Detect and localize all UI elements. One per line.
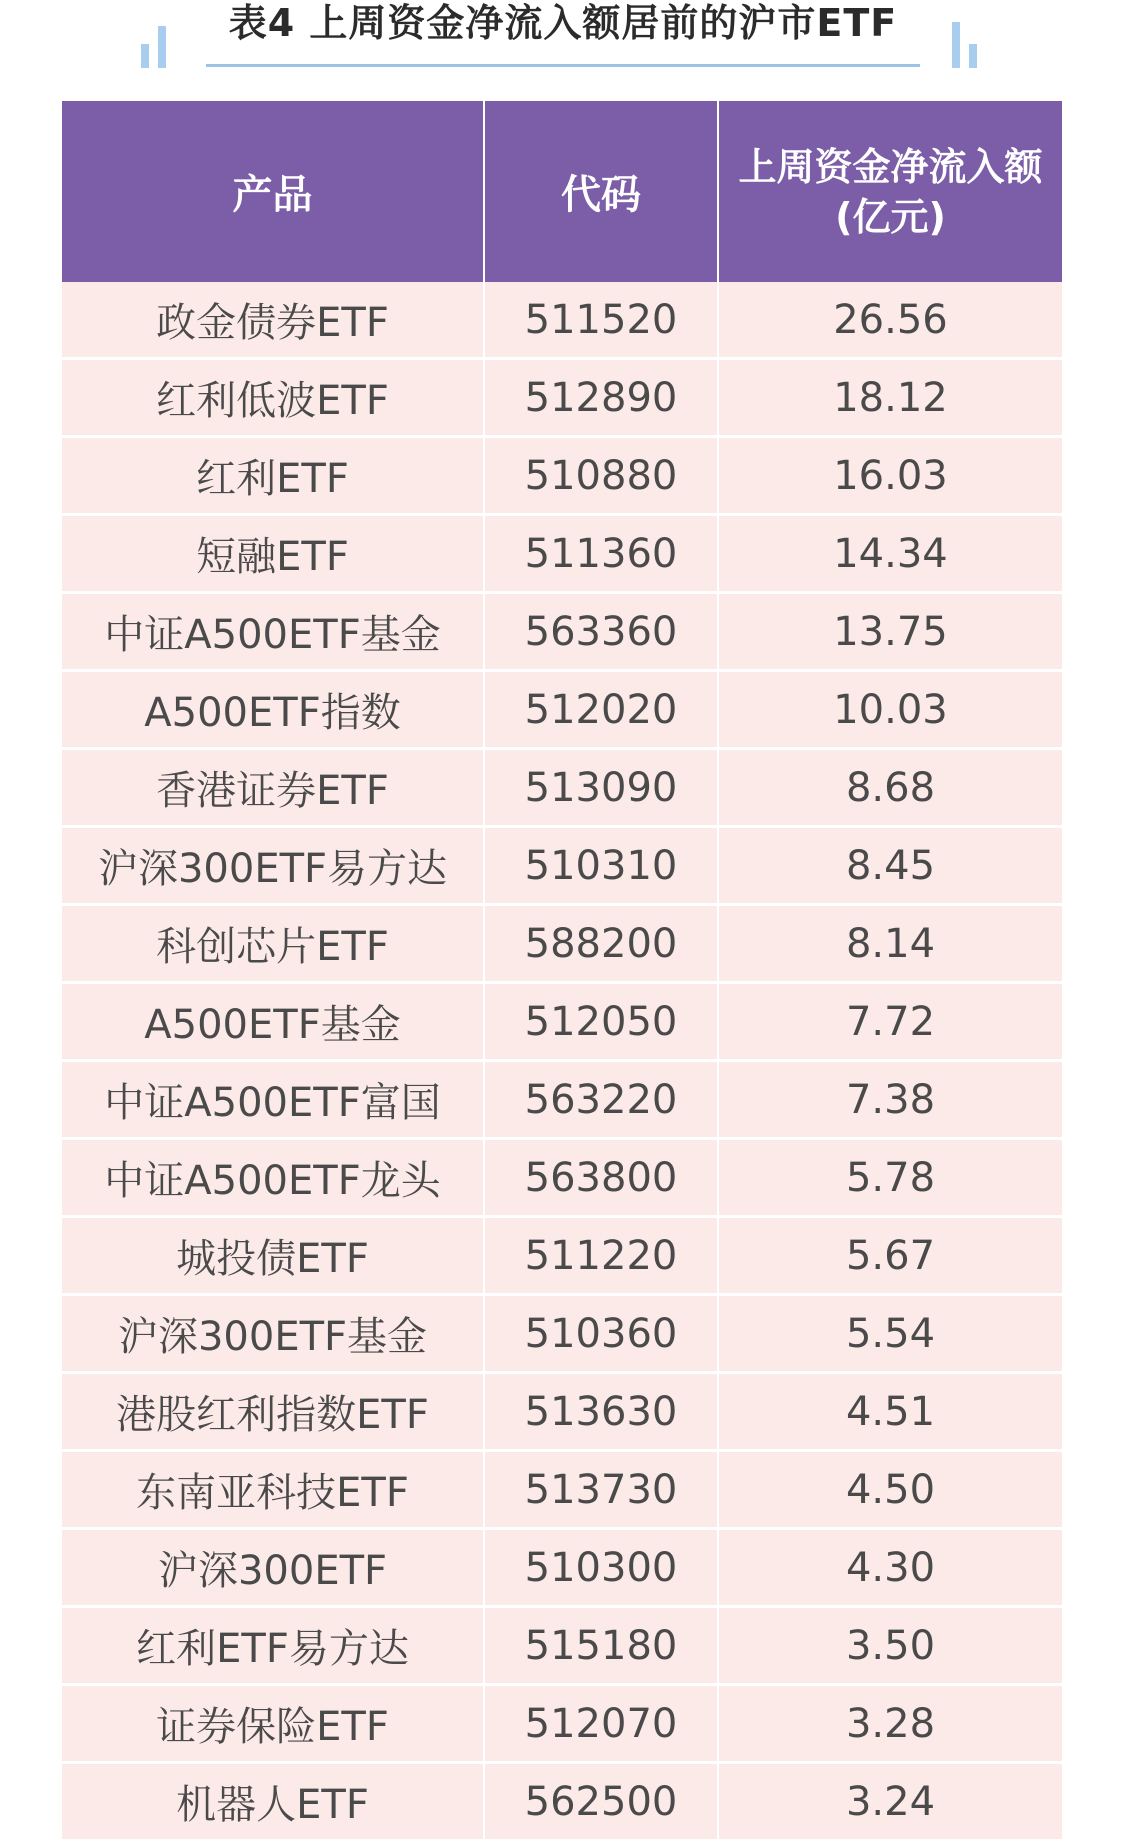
header-product: 产品 xyxy=(232,172,313,218)
cell-code: 510300 xyxy=(483,1530,717,1605)
cell-net-inflow: 5.67 xyxy=(717,1218,1062,1293)
table-row xyxy=(62,1608,1062,1686)
cell-net-inflow: 3.50 xyxy=(717,1608,1062,1683)
cell-product: 中证A500ETF富国 xyxy=(104,1080,441,1126)
cell-product: 短融ETF xyxy=(196,534,349,580)
cell-code: 513630 xyxy=(483,1374,717,1449)
cell-code: 515180 xyxy=(483,1608,717,1683)
cell-product: 红利ETF xyxy=(196,456,349,502)
cell-product: 中证A500ETF基金 xyxy=(104,612,441,658)
left-accent-bar-2 xyxy=(158,26,166,68)
cell-product: 科创芯片ETF xyxy=(156,924,389,970)
cell-product: 政金债券ETF xyxy=(156,300,389,346)
cell-net-inflow: 8.14 xyxy=(717,906,1062,981)
cell-code: 512890 xyxy=(483,360,717,435)
right-accent-bar-2 xyxy=(969,44,977,68)
table-body xyxy=(62,282,1062,1842)
cell-net-inflow: 3.24 xyxy=(717,1764,1062,1839)
cell-code: 512050 xyxy=(483,984,717,1059)
cell-net-inflow: 7.72 xyxy=(717,984,1062,1059)
table-title: 表4 上周资金净流入额居前的沪市ETF xyxy=(228,1,898,45)
table-row xyxy=(62,594,1062,672)
header-net-inflow-label: 上周资金净流入额 xyxy=(738,144,1043,189)
cell-code: 513090 xyxy=(483,750,717,825)
cell-product: 港股红利指数ETF xyxy=(116,1392,429,1438)
cell-net-inflow: 5.54 xyxy=(717,1296,1062,1371)
header-code: 代码 xyxy=(483,101,717,282)
table-row xyxy=(62,1218,1062,1296)
table-row xyxy=(62,1296,1062,1374)
table-row xyxy=(62,516,1062,594)
table-row xyxy=(62,360,1062,438)
cell-product: 红利低波ETF xyxy=(156,378,389,424)
cell-code: 510880 xyxy=(483,438,717,513)
cell-net-inflow: 10.03 xyxy=(717,672,1062,747)
cell-code: 563360 xyxy=(483,594,717,669)
cell-product: 沪深300ETF易方达 xyxy=(97,846,448,892)
table-row xyxy=(62,1686,1062,1764)
cell-net-inflow: 18.12 xyxy=(717,360,1062,435)
cell-product: 香港证券ETF xyxy=(156,768,389,814)
table-row xyxy=(62,828,1062,906)
table-row xyxy=(62,1374,1062,1452)
cell-product: 机器人ETF xyxy=(176,1782,369,1828)
cell-code: 510310 xyxy=(483,828,717,903)
title-underline xyxy=(206,64,920,67)
cell-code: 511520 xyxy=(483,282,717,357)
cell-product: 红利ETF易方达 xyxy=(136,1626,409,1672)
table-row xyxy=(62,750,1062,828)
cell-net-inflow: 8.68 xyxy=(717,750,1062,825)
table-row xyxy=(62,1062,1062,1140)
cell-product: A500ETF指数 xyxy=(144,690,401,736)
cell-net-inflow: 4.51 xyxy=(717,1374,1062,1449)
table-row xyxy=(62,282,1062,360)
header-net-inflow xyxy=(717,101,1062,282)
table-title-block xyxy=(0,0,1125,100)
table-row xyxy=(62,1140,1062,1218)
cell-code: 513730 xyxy=(483,1452,717,1527)
cell-code: 563220 xyxy=(483,1062,717,1137)
cell-net-inflow: 26.56 xyxy=(717,282,1062,357)
cell-product: 沪深300ETF xyxy=(157,1548,388,1594)
table-row xyxy=(62,906,1062,984)
cell-net-inflow: 3.28 xyxy=(717,1686,1062,1761)
table-header xyxy=(62,101,1062,282)
table-row xyxy=(62,672,1062,750)
cell-net-inflow: 4.50 xyxy=(717,1452,1062,1527)
cell-net-inflow: 8.45 xyxy=(717,828,1062,903)
cell-product: 中证A500ETF龙头 xyxy=(104,1158,441,1204)
table-row xyxy=(62,1452,1062,1530)
cell-product: 证券保险ETF xyxy=(156,1704,389,1750)
cell-net-inflow: 5.78 xyxy=(717,1140,1062,1215)
right-accent-bar-1 xyxy=(952,22,960,68)
header-net-inflow-unit: (亿元) xyxy=(835,194,946,239)
cell-code: 511360 xyxy=(483,516,717,591)
cell-code: 510360 xyxy=(483,1296,717,1371)
cell-code: 588200 xyxy=(483,906,717,981)
cell-code: 512020 xyxy=(483,672,717,747)
cell-code: 562500 xyxy=(483,1764,717,1839)
left-accent-bar-1 xyxy=(141,44,149,68)
cell-net-inflow: 13.75 xyxy=(717,594,1062,669)
table-row xyxy=(62,984,1062,1062)
cell-code: 512070 xyxy=(483,1686,717,1761)
table-row xyxy=(62,1764,1062,1842)
etf-flow-table xyxy=(62,101,1062,1842)
cell-product: 东南亚科技ETF xyxy=(136,1470,409,1516)
cell-net-inflow: 14.34 xyxy=(717,516,1062,591)
cell-product: 沪深300ETF基金 xyxy=(117,1314,428,1360)
cell-net-inflow: 7.38 xyxy=(717,1062,1062,1137)
cell-product: 城投债ETF xyxy=(176,1236,369,1282)
table-row xyxy=(62,438,1062,516)
cell-product: A500ETF基金 xyxy=(144,1002,401,1048)
table-row xyxy=(62,1530,1062,1608)
cell-net-inflow: 16.03 xyxy=(717,438,1062,513)
cell-code: 563800 xyxy=(483,1140,717,1215)
cell-code: 511220 xyxy=(483,1218,717,1293)
cell-net-inflow: 4.30 xyxy=(717,1530,1062,1605)
